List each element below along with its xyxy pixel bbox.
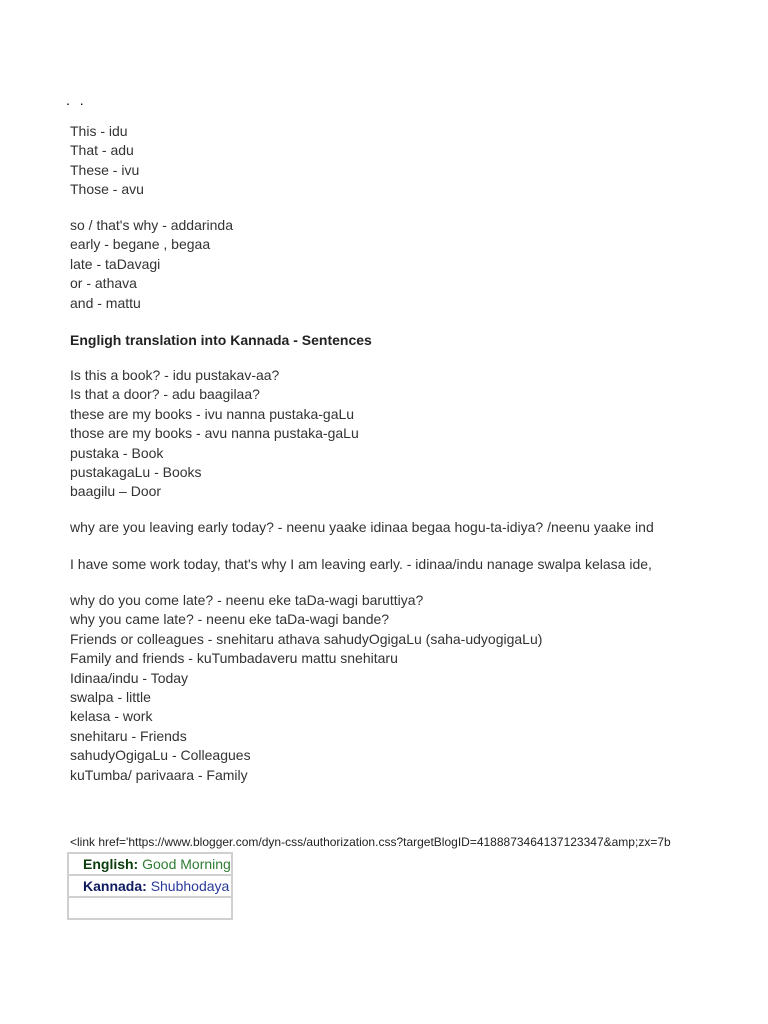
list-item: Family and friends - kuTumbadaveru mattu snehitaru: [70, 650, 398, 667]
list-item: These - ivu: [70, 161, 140, 178]
pronoun-list: [70, 122, 144, 200]
list-item: Friends or colleagues - snehitaru athava sahudyOgigaLu (saha-udyogigaLu): [70, 630, 543, 647]
connector-list: [70, 216, 233, 313]
list-item: those are my books - avu nanna pustaka-gaLu: [70, 425, 359, 442]
list-item: Idinaa/indu - Today: [70, 669, 189, 686]
table-row: [68, 897, 232, 919]
sentence-leaving: why are you leaving early today? - neenu yaake idinaa begaa hogu-ta-idiya? /neenu yaake ind: [70, 519, 654, 535]
list-item: why you came late? - neenu eke taDa-wagi bande?: [70, 611, 390, 628]
list-item: kelasa - work: [70, 708, 153, 725]
list-item: snehitaru - Friends: [70, 727, 187, 744]
list-item: swalpa - little: [70, 689, 151, 706]
list-item: This - idu: [70, 123, 128, 139]
list-item: That - adu: [70, 142, 134, 159]
sentence-list-2: [70, 591, 542, 785]
list-item: baagilu – Door: [70, 483, 162, 500]
table-row: [68, 875, 232, 897]
link-code-text: <link href='https://www.blogger.com/dyn-css/authorization.css?targetBlogID=4188873464137123347&amp;zx=7b: [70, 835, 671, 849]
list-item: Those - avu: [70, 181, 144, 198]
english-label: English:: [83, 856, 139, 872]
kannada-value: Shubhodaya: [150, 878, 230, 894]
list-item: and - mattu: [70, 294, 141, 311]
list-item: sahudyOgigaLu - Colleagues: [70, 747, 251, 764]
sentence-work: I have some work today, that's why I am leaving early. - idinaa/indu nanage swalpa kelasa ide,: [70, 556, 652, 572]
list-item: Is this a book? - idu pustakav-aa?: [70, 367, 280, 383]
kannada-label: Kannada:: [83, 878, 147, 894]
list-item: late - taDavagi: [70, 255, 161, 272]
table-cell: [68, 853, 232, 875]
top-dots: . .: [66, 92, 87, 108]
list-item: why do you come late? - neenu eke taDa-wagi baruttiya?: [70, 592, 424, 608]
table-cell-empty: [68, 897, 232, 919]
list-item: these are my books - ivu nanna pustaka-gaLu: [70, 405, 355, 422]
list-item: kuTumba/ parivaara - Family: [70, 766, 248, 783]
list-item: pustaka - Book: [70, 444, 164, 461]
sentence-list-1: [70, 366, 359, 502]
list-item: pustakagaLu - Books: [70, 464, 202, 481]
translation-table: [67, 852, 233, 920]
list-item: or - athava: [70, 275, 137, 292]
table-row: [68, 853, 232, 875]
section-heading: Engligh translation into Kannada - Sentences: [70, 332, 372, 348]
list-item: so / that's why - addarinda: [70, 217, 233, 233]
english-value: Good Morning: [142, 856, 231, 872]
list-item: early - begane , begaa: [70, 236, 211, 253]
list-item: Is that a door? - adu baagilaa?: [70, 386, 260, 403]
table-cell: [68, 875, 232, 897]
